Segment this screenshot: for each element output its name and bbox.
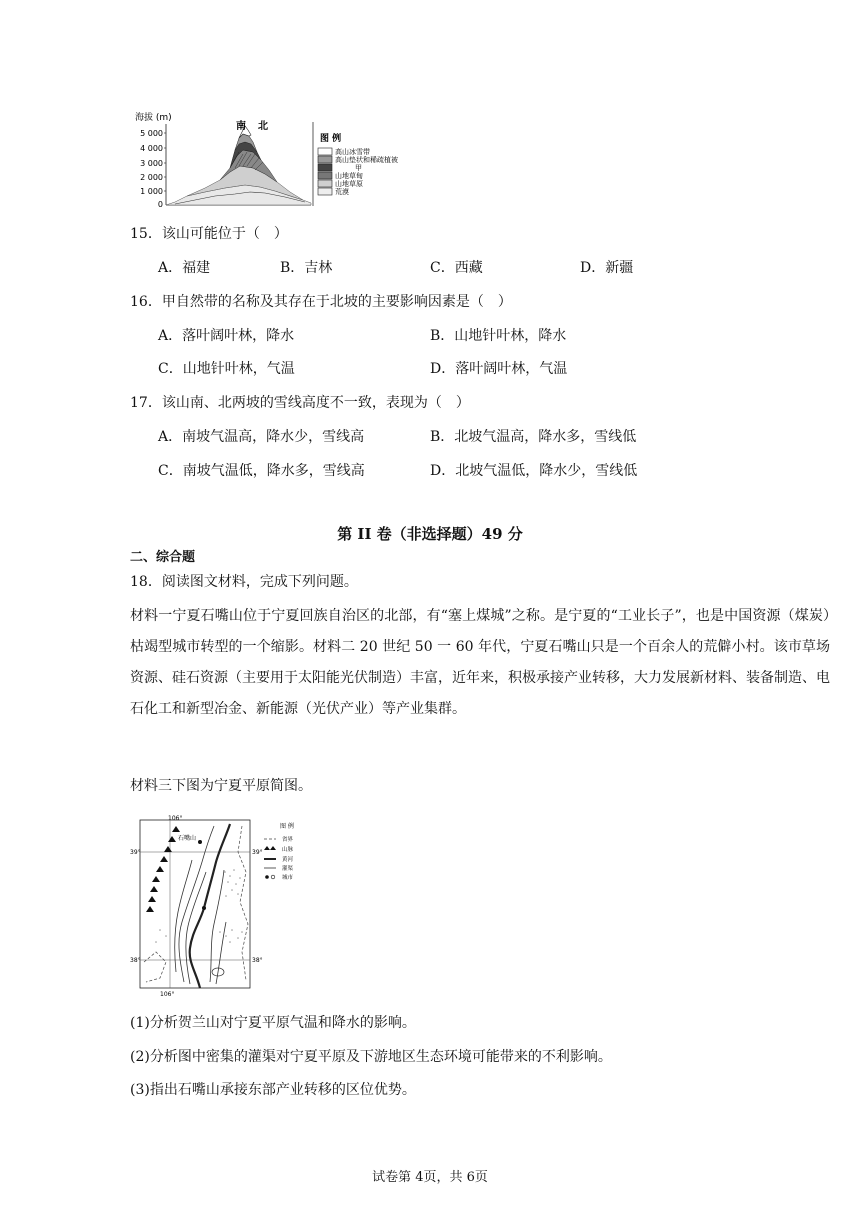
map-legend-item: 省界 [282,837,294,843]
legend-item: 高山冰雪带 [335,148,370,156]
page-footer: 试卷第 4页，共 6页 [372,1170,488,1185]
part2-title: 第 II 卷（非选择题）49 分 [337,525,523,543]
legend-item: 荒漠 [335,188,349,196]
mountain-profile-figure [135,108,425,210]
y-tick: 0 [157,200,163,209]
q16-option-d[interactable]: D．落叶阔叶林，气温 [430,361,568,377]
legend-swatch-desert [318,188,332,195]
y-tick: 5 000 [140,129,163,138]
q16-option-c[interactable]: C．山地针叶林，气温 [158,361,295,377]
legend-swatch-steppe [318,180,332,187]
legend-item: 高山垫状和稀疏植被 [335,156,398,164]
map-legend-item: 山脉 [282,847,294,853]
lat-top-label-right: 39° [252,849,263,856]
q17-option-b[interactable]: B．北坡气温高，降水多，雪线低 [430,429,637,445]
part2-section-heading: 二、综合题 [130,550,196,565]
city-marker [198,840,202,844]
legend-item: 甲 [355,164,362,172]
y-tick: 1 000 [140,187,163,196]
question-15-stem: 15．该山可能位于（ ） [130,226,288,242]
profile-svg [135,108,425,210]
question-18-stem: 18．阅读图文材料，完成下列问题。 [130,574,358,590]
q15-option-b[interactable]: B．吉林 [280,260,333,276]
sub-question-2: (2)分析图中密集的灌渠对宁夏平原及下游地区生态环境可能带来的不利影响。 [130,1049,612,1065]
q15-option-d[interactable]: D．新疆 [580,260,634,276]
legend-title: 图 例 [320,134,342,144]
ningxia-map-figure [130,812,320,997]
legend-item: 山地草原 [335,180,363,188]
city-marker [202,906,206,910]
q17-option-d[interactable]: D．北坡气温低，降水少，雪线低 [430,463,638,479]
sub-question-3: (3)指出石嘴山承接东部产业转移的区位优势。 [130,1082,416,1098]
legend-swatch-cushion [318,156,332,163]
legend-item: 山地草甸 [335,172,363,180]
lat-bottom-label-right: 38° [252,957,263,964]
map-legend-item: 黄河 [282,857,294,863]
map-frame [140,820,250,988]
south-label: 南 [236,121,246,132]
question-16-stem: 16．甲自然带的名称及其存在于北坡的主要影响因素是（ ） [130,294,512,310]
q17-option-c[interactable]: C．南坡气温低，降水多，雪线高 [158,463,365,479]
material-text: 材料一宁夏石嘴山位于宁夏回族自治区的北部，有“塞上煤城”之称。是宁夏的“工业长子”，也是中国资源（煤炭）枯竭型城市转型的一个缩影。材料二 20 世纪 50 一 60 年代，宁夏石嘴山只是一个百余人的荒僻小村。该市草场资源、硅石资源（主要用于太阳能光伏制造）丰富，近年来，积极承接产业转移，大力发展新材料、装备制造、电石化工和新型冶金、新能源（光伏产业）等产业集群。 [130,608,830,717]
lon-bottom-label: 106° [160,991,175,997]
y-tick: 3 000 [140,159,163,168]
map-legend-item: 灌渠 [282,866,294,872]
map-svg [130,812,320,997]
legend-swatch-meadow [318,172,332,179]
question-17-stem: 17．该山南、北两坡的雪线高度不一致，表现为（ ） [130,395,470,411]
q15-option-a[interactable]: A．福建 [158,260,211,276]
q16-option-b[interactable]: B．山地针叶林，降水 [430,328,567,344]
map-legend-title: 图 例 [280,823,294,830]
material-3-caption: 材料三下图为宁夏平原简图。 [130,778,312,794]
sub-question-1: (1)分析贺兰山对宁夏平原气温和降水的影响。 [130,1015,416,1031]
city-label: 石嘴山 [178,835,197,842]
q16-option-a[interactable]: A．落叶阔叶林，降水 [158,328,295,344]
q17-option-a[interactable]: A．南坡气温高，降水少，雪线高 [158,429,365,445]
lon-top-label: 106° [168,815,183,822]
legend-swatch-snow [318,148,332,155]
map-legend-item: 城市 [282,875,294,881]
q15-option-c[interactable]: C．西藏 [430,260,483,276]
lat-bottom-label-left: 38° [130,957,141,964]
legend-swatch-jia [318,164,332,171]
y-axis-title: 海拔 (m) [135,113,172,123]
lat-top-label-left: 39° [130,849,141,856]
north-label: 北 [258,121,268,132]
y-tick: 2 000 [140,173,163,182]
y-tick: 4 000 [140,144,163,153]
